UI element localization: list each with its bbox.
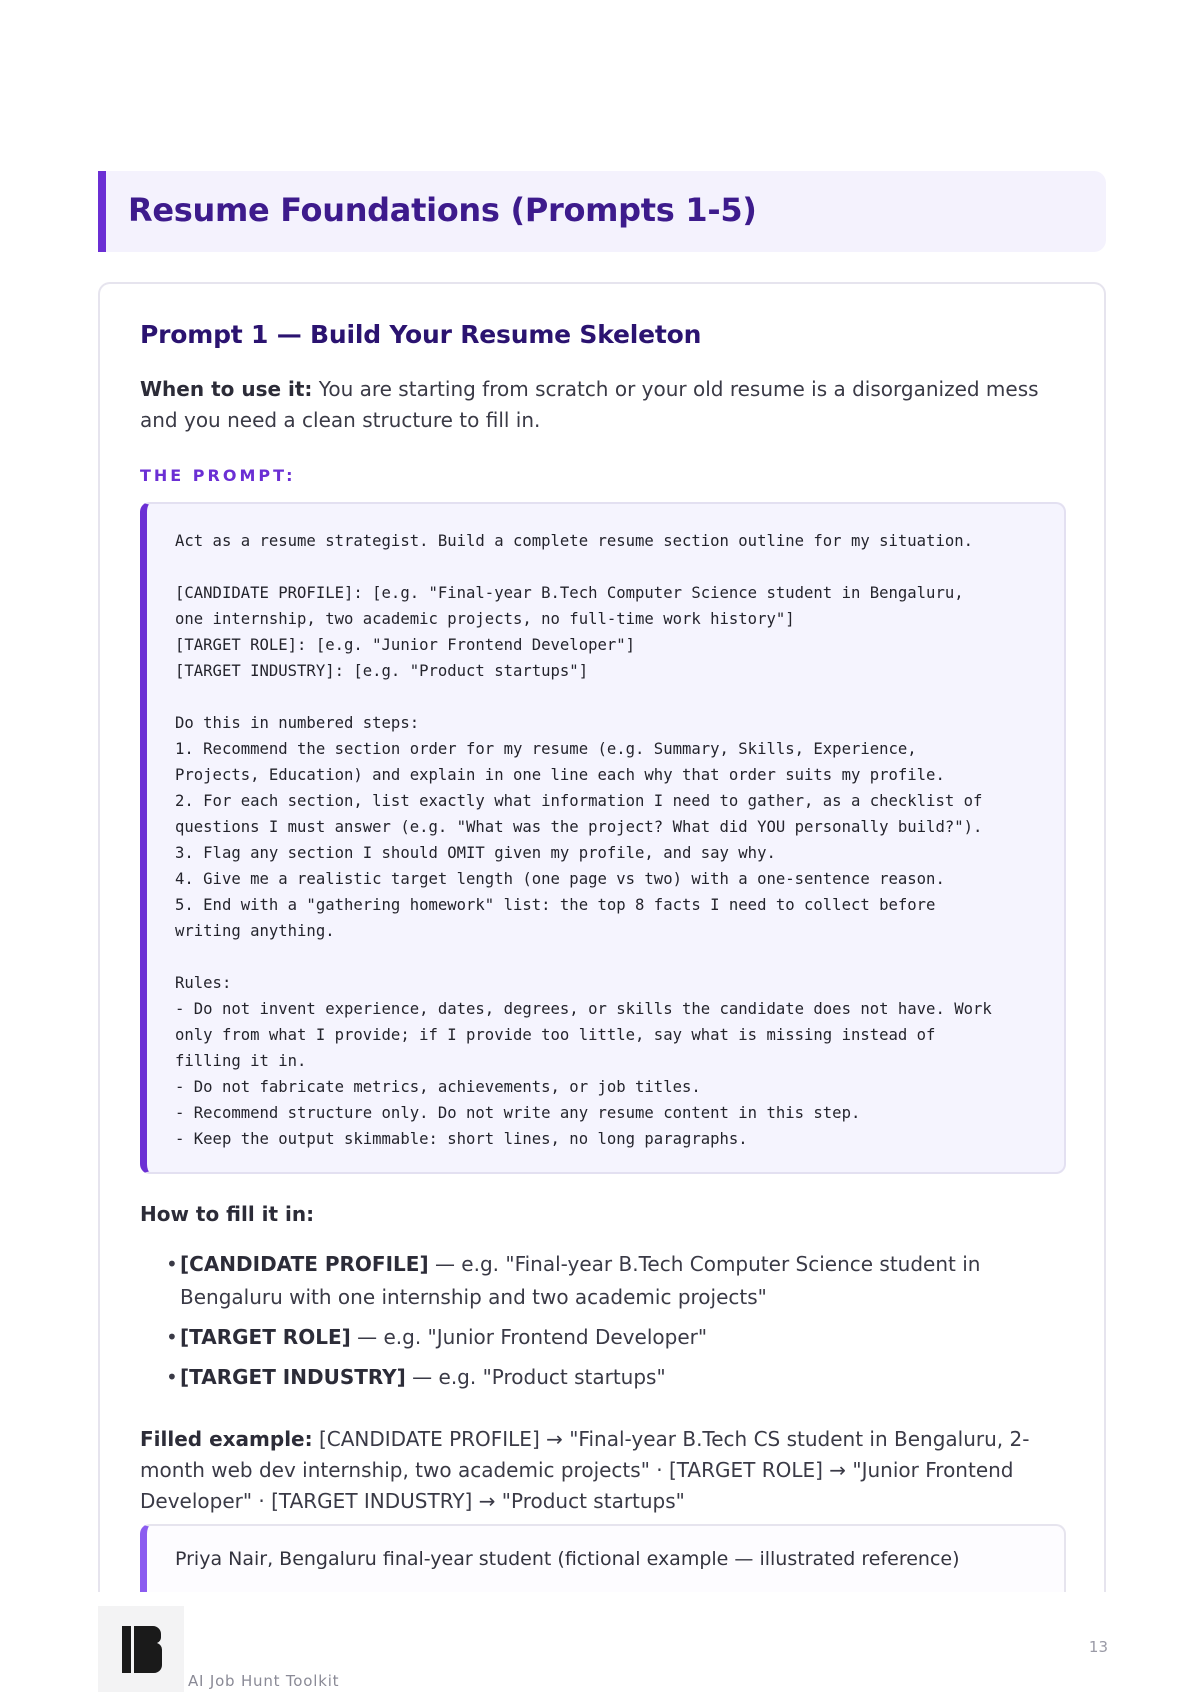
list-item <box>168 1361 1068 1394</box>
when-text: You are starting from scratch or your old resume is a disorganized mess and you need a clean structure to fill in. <box>140 377 1039 432</box>
fill-key: [CANDIDATE PROFILE] <box>180 1252 429 1276</box>
filled-text: [CANDIDATE PROFILE] → "Final-year B.Tech CS student in Bengaluru, 2-month web dev internship, two academic projects" · [TARGET ROLE] → "Junior Frontend Developer" · [TARGET INDUSTRY] → "Product startups" <box>140 1427 1030 1513</box>
how-to-fill-heading: How to fill it in: <box>140 1202 315 1226</box>
example-caption: Priya Nair, Bengaluru final-year student (fictional example — illustrated reference) <box>175 1548 960 1570</box>
section-header <box>98 171 1106 252</box>
fill-text: — e.g. "Product startups" <box>405 1365 666 1389</box>
prompt-code-block[interactable] <box>140 502 1066 1174</box>
list-item <box>168 1248 1068 1314</box>
prompt-title: Prompt 1 — Build Your Resume Skeleton <box>140 320 702 349</box>
bullet-icon: • <box>166 1252 178 1276</box>
fill-text: — e.g. "Junior Frontend Developer" <box>350 1325 708 1349</box>
when-to-use <box>140 374 1066 436</box>
brand-logo-svg <box>98 1606 184 1692</box>
when-label: When to use it: <box>140 377 313 401</box>
page-number: 13 <box>1088 1638 1108 1656</box>
prompt-card <box>98 282 1106 1592</box>
fill-key: [TARGET ROLE] <box>180 1325 351 1349</box>
fill-in-list <box>168 1248 1068 1401</box>
fill-key: [TARGET INDUSTRY] <box>180 1365 406 1389</box>
bullet-icon: • <box>166 1365 178 1389</box>
fill-text: — e.g. "Final-year B.Tech Computer Science student in Bengaluru with one internship and two academic projects" <box>180 1252 981 1309</box>
footer-brand: AI Job Hunt Toolkit <box>188 1672 340 1690</box>
bullet-icon: • <box>166 1325 178 1349</box>
filled-example <box>140 1424 1066 1517</box>
brand-logo-icon <box>98 1606 184 1692</box>
filled-label: Filled example: <box>140 1427 313 1451</box>
prompt-text[interactable]: Act as a resume strategist. Build a complete resume section outline for my situation. [CANDIDATE PROFILE]: [e.g. "Final-year B.Tech Computer Science student in Bengaluru, one internship, two academic projects, no full-time work history"] [TARGET ROLE]: [e.g. "Junior Frontend Developer"] [TARGET INDUSTRY]: [e.g. "Product startups"] Do this in numbered steps: 1. Recommend the section order for my resume (e.g. Summary, Skills, Experience, Projects, Education) and explain in one line each why that order suits my profile. 2. For each section, list exactly what information I need to gather, as a checklist of questions I must answer (e.g. "What was the project? What did YOU personally build?"). 3. Flag any section I should OMIT given my profile, and say why. 4. Give me a realistic target length (one page vs two) with a one-sentence reason. 5. End with a "gathering homework" list: the top 8 facts I need to collect before writing anything. Rules: - Do not invent experience, dates, degrees, or skills the candidate does not have. Work only from what I provide; if I provide too little, say what is missing instead of filling it in. - Do not fabricate metrics, achievements, or job titles. - Recommend structure only. Do not write any resume content in this step. - Keep the output skimmable: short lines, no long paragraphs. <box>175 532 992 1148</box>
list-item <box>168 1321 1068 1354</box>
prompt-label: THE PROMPT: <box>140 466 296 485</box>
section-title: Resume Foundations (Prompts 1-5) <box>128 191 757 229</box>
example-callout <box>140 1524 1066 1592</box>
